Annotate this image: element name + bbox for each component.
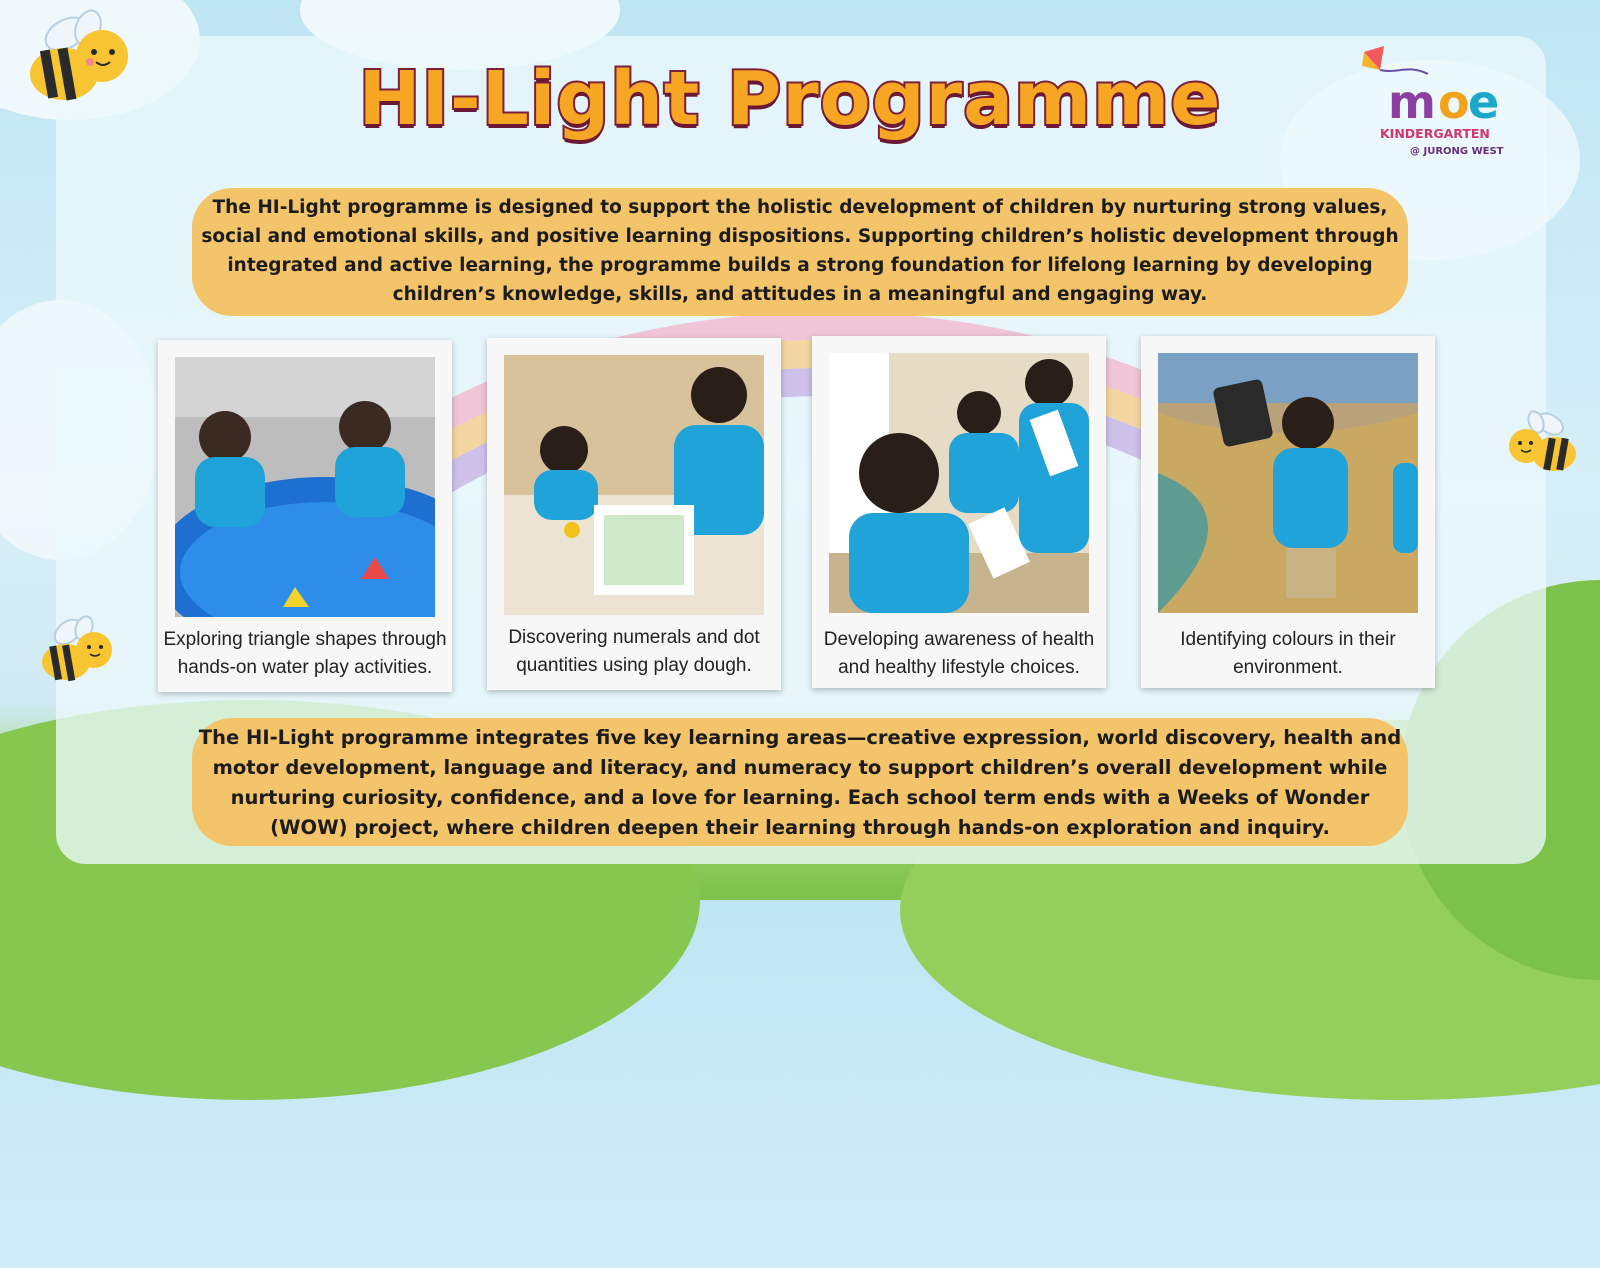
photo-card — [487, 338, 781, 690]
photo-colours-tablet — [1158, 353, 1418, 613]
svg-text:o: o — [1438, 75, 1470, 129]
photo-caption: Discovering numerals and dot quantities using play dough. — [508, 627, 760, 676]
intro-text-box — [192, 188, 1408, 316]
outro-text: The HI-Light programme integrates five key learning areas—creative expression, world discovery, health and motor development, language and literacy, and numeracy to support children’s overall development while nurturing curiosity, confidence, and a love for learning. Each school term ends with a Weeks of Wonder (WOW) project, where children deepen their learning through hands-on exploration and inquiry. — [198, 726, 1402, 839]
page-title: HI-Light Programme — [358, 56, 1222, 142]
moe-kindergarten-logo — [1358, 44, 1538, 164]
photo-caption: Developing awareness of health and healthy lifestyle choices. — [823, 629, 1095, 678]
bee-icon — [16, 4, 132, 108]
bee-icon — [32, 612, 116, 688]
svg-text:@ JURONG WEST: @ JURONG WEST — [1410, 146, 1504, 157]
outro-text-box — [192, 718, 1408, 846]
photo-caption: Identifying colours in their environment. — [1180, 629, 1396, 678]
photo-card — [812, 336, 1106, 688]
photo-card — [158, 340, 452, 692]
bee-icon — [1506, 408, 1584, 480]
logo-main-text: m — [1388, 75, 1436, 129]
intro-text: The HI-Light programme is designed to support the holistic development of children by nurturing strong values, social and emotional skills, and positive learning dispositions. Supporting children’s holistic development through integrated and active learning, the programme builds a strong foundation for lifelong learning by developing children’s knowledge, skills, and attitudes in a meaningful and engaging way. — [201, 197, 1399, 305]
svg-text:KINDERGARTEN: KINDERGARTEN — [1380, 126, 1490, 141]
photo-card — [1141, 336, 1435, 688]
photo-caption: Exploring triangle shapes through hands-on water play activities. — [163, 629, 447, 678]
svg-text:e: e — [1468, 75, 1500, 129]
kite-icon — [1358, 44, 1538, 164]
photo-milk-cartons — [829, 353, 1089, 613]
photo-water-play — [175, 357, 435, 617]
photo-play-dough — [504, 355, 764, 615]
